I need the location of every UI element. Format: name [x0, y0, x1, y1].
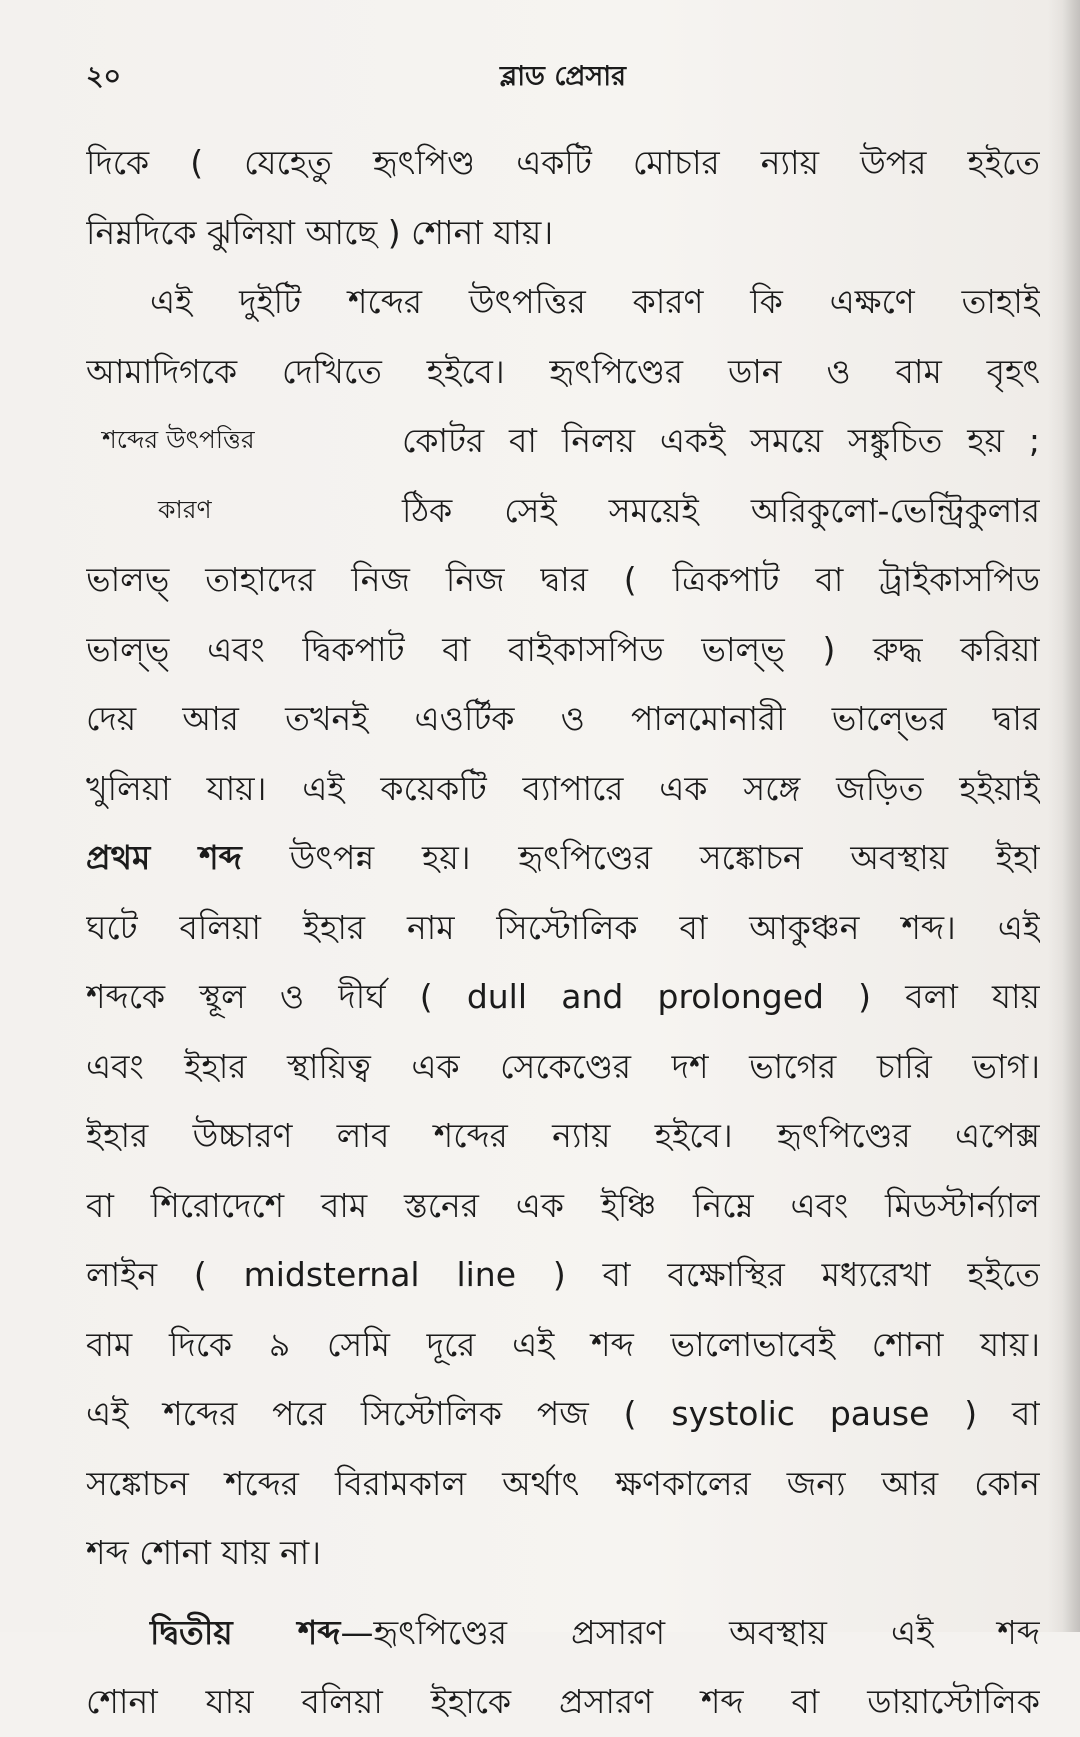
text-line-5 — [86, 406, 1040, 476]
text-line-19: এই শব্দের পরে সিস্টোলিক পজ ( systolic pause ) বা — [86, 1394, 1040, 1433]
running-head: ব্লাড প্রেসার — [500, 61, 626, 92]
text-line-14: এবং ইহার স্থায়িত্ব এক সেকেণ্ডের দশ ভাগের চারি ভাগ। — [86, 1046, 1040, 1086]
text-line-6-content: ঠিক সেই সময়েই অরিকুলো-ভেন্ট্রিকুলার — [402, 490, 1040, 530]
text-line-15: ইহার উচ্চারণ লাব শব্দের ন্যায় হইবে। হৃৎপিণ্ডের এপেক্স — [86, 1116, 1040, 1155]
text-line-2: নিম্নদিকে ঝুলিয়া আছে ) শোনা যায়। — [86, 212, 554, 252]
margin-note-cause: কারণ — [158, 494, 212, 524]
text-line-13: শব্দকে স্থূল ও দীর্ঘ ( dull and prolonged ) বলা যায় — [86, 977, 1040, 1016]
text-line-23: শোনা যায় বলিয়া ইহাকে প্রসারণ শব্দ বা ডায়াস্টোলিক — [86, 1682, 1040, 1721]
body-text — [86, 128, 1040, 1737]
text-line-20: সঙ্কোচন শব্দের বিরামকাল অর্থাৎ ক্ষণকালের জন্য আর কোন — [86, 1463, 1040, 1503]
text-line-11 — [86, 823, 1040, 893]
page-gutter-shadow — [1062, 0, 1080, 1632]
term-second-sound: দ্বিতীয় শব্দ — [150, 1612, 341, 1652]
page-header — [86, 56, 1040, 96]
text-line-10: খুলিয়া যায়। এই কয়েকটি ব্যাপারে এক সঙ্গে জড়িত হইয়াই — [86, 768, 1040, 808]
text-line-21: শব্দ শোনা যায় না। — [86, 1533, 322, 1572]
text-line-4: আমাদিগকে দেখিতে হইবে। হৃৎপিণ্ডের ডান ও বাম বৃহৎ — [86, 351, 1040, 391]
margin-note-origin: শব্দের উৎপত্তির — [102, 425, 255, 454]
text-line-12: ঘটে বলিয়া ইহার নাম সিস্টোলিক বা আকুঞ্চন শব্দ। এই — [86, 907, 1040, 947]
text-line-5-content: কোটর বা নিলয় একই সময়ে সঙ্কুচিত হয় ; — [402, 421, 1040, 460]
term-first-sound: প্রথম শব্দ — [86, 838, 242, 877]
text-line-1: দিকে ( যেহেতু হৃৎপিণ্ড একটি মোচার ন্যায় উপর হইতে — [86, 143, 1040, 182]
text-line-9: দেয় আর তখনই এওর্টিক ও পালমোনারী ভাল্ভের দ্বার — [86, 699, 1040, 738]
text-line-16: বা শিরোদেশে বাম স্তনের এক ইঞ্চি নিম্নে এবং মিডস্টার্ন্যাল — [86, 1185, 1040, 1225]
text-line-22-rest: —হৃৎপিণ্ডের প্রসারণ অবস্থায় এই শব্দ — [340, 1612, 1040, 1652]
text-line-17: লাইন ( midsternal line ) বা বক্ষোস্থির মধ্যরেখা হইতে — [86, 1255, 1040, 1294]
paragraph-gap — [86, 1588, 1040, 1598]
text-line-22 — [86, 1598, 1040, 1668]
text-line-7: ভালভ্ তাহাদের নিজ নিজ দ্বার ( ত্রিকপাট বা ট্রাইকাসপিড — [86, 560, 1040, 599]
text-line-11-rest: উৎপন্ন হয়। হৃৎপিণ্ডের সঙ্কোচন অবস্থায় ইহা — [241, 838, 1040, 877]
text-line-6 — [86, 476, 1040, 546]
page-number: ২০ — [86, 61, 122, 92]
text-line-8: ভাল্ভ্ এবং দ্বিকপাট বা বাইকাসপিড ভাল্ভ্ ) রুদ্ধ করিয়া — [86, 629, 1040, 669]
text-line-18: বাম দিকে ৯ সেমি দূরে এই শব্দ ভালোভাবেই শোনা যায়। — [86, 1324, 1040, 1364]
text-line-3: এই দুইটি শব্দের উৎপত্তির কারণ কি এক্ষণে তাহাই — [150, 282, 1040, 321]
